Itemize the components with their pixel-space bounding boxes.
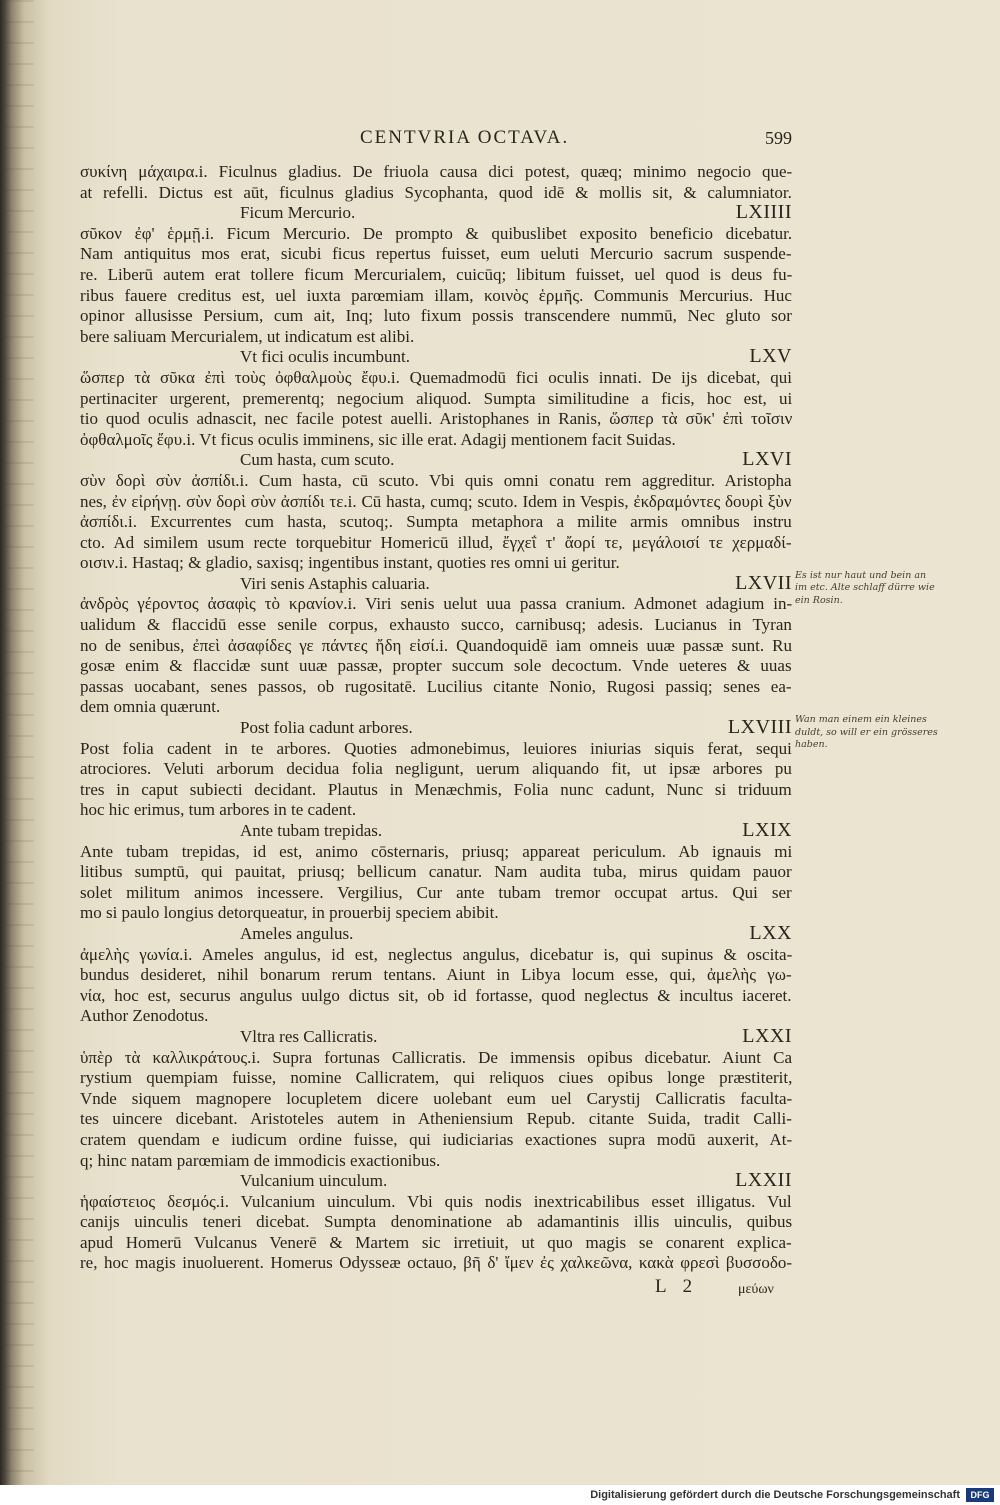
text-line-content: rystium quempiam fuisse, nomine Callicratem, qui reliquos ciues opibus longe præstiterit, bbox=[80, 1068, 793, 1088]
text-line bbox=[80, 677, 792, 698]
text-line-content: ἀνδρὸς γέροντος ἀσαφὶς τὸ κρανίον.i. Viri senis uelut uua passa cranium. Admonet adagium in- bbox=[80, 594, 793, 614]
text-line bbox=[80, 697, 792, 718]
text-line bbox=[80, 862, 792, 883]
handwritten-margin-note: Es ist nur haut und bein an im etc. Alte schlaff dürre wie ein Rosin. bbox=[795, 569, 935, 606]
adage-title: Viri senis Astaphis caluaria. bbox=[240, 573, 430, 593]
adage-title: Cum hasta, cum scuto. bbox=[240, 450, 395, 470]
text-line bbox=[80, 512, 792, 533]
running-title: CENTVRIA OCTAVA. bbox=[360, 127, 570, 148]
dfg-logo: DFG bbox=[966, 1488, 994, 1502]
text-line-content: νία, hoc est, securus angulus uulgo dictus sit, ob id fortasse, quod neglectus & incultus iaceret. bbox=[80, 985, 792, 1005]
adage-title-row bbox=[80, 821, 792, 842]
text-line bbox=[80, 368, 792, 389]
text-line bbox=[80, 1253, 792, 1274]
handwritten-margin-note: Wan man einem ein kleines duldt, so will er ein grösseres haben. bbox=[795, 714, 938, 751]
text-line bbox=[80, 986, 792, 1007]
adage-title-row bbox=[80, 450, 792, 471]
page-number: 599 bbox=[765, 128, 792, 148]
text-line bbox=[80, 492, 792, 513]
text-line-content: Ante tubam trepidas, id est, animo cōsternaris, priusq; appareat periculum. Ab ignauis mi bbox=[80, 841, 793, 861]
adage-title-row bbox=[80, 1024, 792, 1048]
text-line-content: ribus fauere creditus est, uel iuxta parœmiam illam, κοινὸς ἑρμῆς. Communis Mercurius. Huc bbox=[80, 285, 792, 305]
text-line-content: cratem quendam e iudicum ordine fuisse, qui iudiciarias exactiones supra modū auxerit, At- bbox=[80, 1129, 793, 1149]
text-line bbox=[80, 1212, 792, 1233]
adage-title: Vltra res Callicratis. bbox=[240, 1026, 378, 1046]
running-header bbox=[80, 124, 792, 152]
text-line-content: mo si paulo longius detorqueatur, in prouerbij speciem abibit. bbox=[80, 903, 499, 923]
text-line-content: Nam antiquitus mos erat, sicubi ficus repertus fuisset, eum ueluti Mercurio sacrum suspende- bbox=[80, 244, 792, 264]
adage-numeral: LXVIII bbox=[727, 716, 792, 739]
text-line-content: hoc hic erimus, tum arbores in te cadent. bbox=[80, 800, 357, 820]
text-line bbox=[80, 842, 792, 863]
text-line bbox=[80, 553, 792, 574]
text-line bbox=[80, 945, 792, 966]
text-line-content: dem omnia quærunt. bbox=[80, 697, 221, 717]
signature-mark: L 2 bbox=[655, 1276, 699, 1297]
text-line bbox=[80, 244, 792, 265]
text-line-content: solet militum animos incessere. Vergilius, Cur ante tubam tremor occupat artus. Qui ser bbox=[80, 882, 792, 902]
text-line-content: apud Homerū Vulcanus Venerē & Martem sic irretiuit, ut quo magis se conarent explica- bbox=[80, 1232, 792, 1252]
text-line-content: opinor allusisse Persium, cum ait, Inq; luto fixum possis transcendere nummū, Nec gluto sor bbox=[80, 306, 792, 326]
text-line-content: ἡφαίστειος δεσμός.i. Vulcanium uinculum. Vbi quis nodis inextricabilibus esset illigatus. Vul bbox=[80, 1191, 792, 1211]
text-line bbox=[80, 1048, 792, 1069]
text-line bbox=[80, 780, 792, 801]
text-line-content: re, hoc magis inuoluerent. Homerus Odysseæ octauo, βῆ δ' ἴμεν ἐς χαλκεῶνα, κακὰ φρεσὶ βυσσοδο- bbox=[80, 1253, 792, 1273]
text-line-content: re. Liberū autem erat tollere ficum Mercurialem, cuicūq; libitum fuisset, uel quod is deus fu- bbox=[80, 264, 793, 284]
binding-edge bbox=[0, 0, 34, 1505]
adage-title: Post folia cadunt arbores. bbox=[240, 718, 413, 738]
text-line-content: οισιν.i. Hastaq; & gladio, saxisq; ingentibus instant, quoties res omni ui geritur. bbox=[80, 553, 620, 573]
text-line-content: gosæ enim & flaccidæ sunt uuæ passæ, propter succum sole decoctum. Vnde ueteres & uuas bbox=[80, 656, 792, 676]
adage-title-row bbox=[80, 921, 792, 945]
text-line-content: at refelli. Dictus est aūt, ficulnus gladius Sycophanta, quod idē & mollis sit, & calumniator. bbox=[80, 182, 792, 202]
text-column bbox=[80, 162, 938, 1274]
text-line bbox=[80, 594, 792, 615]
text-line-content: litibus sumptū, qui pauitat, priusq; bellicum canatur. Nam audita tuba, mirus quidam pauor bbox=[80, 862, 792, 882]
text-line bbox=[80, 533, 792, 554]
text-line-content: Post folia cadent in te arbores. Quoties admonebimus, leuiores iniurias siquis ferat, sequi bbox=[80, 738, 792, 758]
text-line bbox=[80, 800, 792, 821]
text-line bbox=[80, 903, 792, 924]
text-line bbox=[80, 1130, 792, 1151]
text-line-content: σῦκον ἐφ' ἑρμῇ.i. Ficum Mercurio. De prompto & quibuslibet exposito beneficio dicebatur. bbox=[80, 223, 793, 243]
text-line bbox=[80, 224, 792, 245]
text-line bbox=[80, 1006, 792, 1027]
text-line bbox=[80, 759, 792, 780]
digitization-footer bbox=[0, 1485, 1000, 1505]
adage-numeral: LXIIII bbox=[735, 201, 792, 224]
text-line-content: pertinaciter urgerent, premerentq; negocium aliquod. Sumpta similitudine a ficis, hoc est, ui bbox=[80, 388, 793, 408]
text-line-content: no de senibus, ἐπεὶ ἀσαφίδες γε πάντες ἤδη εἰσί.i. Quandoquidē iam omneis uuæ passæ sunt. Ru bbox=[80, 635, 792, 655]
text-line bbox=[80, 636, 792, 657]
text-line bbox=[80, 183, 792, 204]
adage-title-row bbox=[80, 347, 792, 368]
adage-numeral: LXV bbox=[749, 345, 792, 368]
text-line-content: Author Zenodotus. bbox=[80, 1006, 209, 1026]
adage-numeral: LXVII bbox=[735, 571, 792, 594]
text-line bbox=[80, 306, 792, 327]
text-line-content: canijs uinculis teneri dicebat. Sumpta denominatione ab adamantinis illis uinculis, quibus bbox=[80, 1212, 793, 1232]
text-line-content: q; hinc natam parœmiam de immodicis exactionibus. bbox=[80, 1150, 441, 1170]
text-line bbox=[80, 389, 792, 410]
text-line bbox=[80, 1233, 792, 1254]
text-line bbox=[80, 656, 792, 677]
adage-numeral: LXXI bbox=[742, 1024, 792, 1047]
adage-numeral: LXIX bbox=[742, 819, 792, 841]
text-line-content: ualidum & flaccidū esse senile corpus, exhausto succo, carnibusq; adesis. Lucianus in Tyran bbox=[80, 615, 792, 635]
text-line-content: nes, ἐν εἰρήνῃ. σὺν δορὶ σὺν ἀσπίδι τε.i. Cū hasta, cumq; scuto. Idem in Vespis, ἐκδραμόντες δουρὶ ξὺν bbox=[80, 491, 792, 511]
text-line-content: passas uocabant, senes passos, ob rugositatē. Lucilius citante Nonio, Rugosi passiq; senes ea- bbox=[80, 676, 792, 696]
text-line-content: συκίνη μάχαιρα.i. Ficulnus gladius. De friuola causa dici potest, quæq; minimo negocio que- bbox=[80, 162, 793, 181]
adage-numeral: LXVI bbox=[742, 448, 792, 471]
adage-title-row bbox=[80, 203, 792, 224]
footer-credit-text: Digitalisierung gefördert durch die Deutsche Forschungsgemeinschaft bbox=[590, 1489, 960, 1501]
text-line-content: σὺν δορὶ σὺν ἀσπίδι.i. Cum hasta, cū scuto. Vbi quis omni conatu rem aggreditur. Aristopha bbox=[80, 470, 792, 490]
text-line-content: ὥσπερ τὰ σῦκα ἐπὶ τοὺς ὀφθαλμοὺς ἔφυ.i. Quemadmodū fici oculis innati. De ijs dicebat, qui bbox=[80, 367, 792, 387]
text-line-content: ἀμελὴς γωνία.i. Ameles angulus, id est, neglectus angulus, dicebatur is, qui supinus & oscita- bbox=[80, 944, 793, 964]
text-line-content: cto. Ad similem usum recte torquebitur Homericū illud, ἔγχεΐ τ' ἄορί τε, μεγάλοισί τε χερμαδί- bbox=[80, 532, 792, 552]
text-line-content: ὑπὲρ τὰ καλλικράτους.i. Supra fortunas Callicratis. De immensis opibus dicebatur. Aiunt Ca bbox=[80, 1047, 792, 1067]
text-line bbox=[80, 1068, 792, 1089]
text-line-content: tes uincere dicebant. Aristoteles autem in Atheniensium Repub. citante Suida, tradit Calli- bbox=[80, 1109, 792, 1129]
text-line bbox=[80, 471, 792, 492]
adage-title: Vt fici oculis incumbunt. bbox=[240, 347, 410, 367]
text-line bbox=[80, 430, 792, 451]
text-line bbox=[80, 1192, 792, 1213]
text-line bbox=[80, 265, 792, 286]
text-line bbox=[80, 327, 792, 348]
text-line-content: atrociores. Veluti arborum decidua folia negligunt, uerum aliquando fit, ut ipsæ arbores pu bbox=[80, 759, 792, 779]
text-line bbox=[80, 739, 792, 760]
text-line bbox=[80, 1089, 792, 1110]
text-line bbox=[80, 1109, 792, 1130]
adage-numeral: LXXII bbox=[735, 1169, 792, 1192]
text-line bbox=[80, 615, 792, 636]
adage-title-row bbox=[80, 1171, 792, 1192]
text-line-content: tres in caput subiecti decidant. Plautus in Menæchmis, Folia nunc cadunt, Nunc si triduum bbox=[80, 779, 792, 799]
text-line-content: tio quod oculis adnascit, nec facile potest auelli. Aristophanes in Ranis, ὥσπερ τὰ σῦκ' ἐπὶ τοῖσιν bbox=[80, 409, 793, 429]
adage-title: Ficum Mercurio. bbox=[240, 203, 356, 223]
text-line-content: bundus desideret, nihil bonarum rerum tentans. Aiunt in Libya locum esse, qui, ἀμελὴς γω- bbox=[80, 965, 792, 985]
text-line-content: bere saliuam Mercurialem, ut indicatum est alibi. bbox=[80, 326, 415, 346]
text-line bbox=[80, 883, 792, 904]
adage-numeral: LXX bbox=[749, 921, 792, 944]
text-line bbox=[80, 162, 792, 183]
text-line bbox=[80, 286, 792, 307]
adage-title: Ameles angulus. bbox=[240, 923, 354, 943]
text-line bbox=[80, 965, 792, 986]
adage-title: Vulcanium uinculum. bbox=[240, 1171, 388, 1191]
text-line bbox=[80, 409, 792, 430]
text-line-content: Vnde siquem magnopere locupletem dicere uolebant eum uel Carystij Callicratis faculta- bbox=[80, 1088, 793, 1108]
adage-title: Ante tubam trepidas. bbox=[240, 821, 383, 840]
text-line-content: ἀσπίδι.i. Excurrentes cum hasta, scutoq;. Sumpta metaphora a milite armis omnibus instru bbox=[80, 512, 792, 532]
text-line bbox=[80, 1151, 792, 1172]
text-line-content: ὀφθαλμοῖς ἔφυ.i. Vt ficus oculis imminens, sic ille erat. Adagij mentionem facit Suidas. bbox=[80, 429, 676, 449]
catchword: μεύων bbox=[738, 1282, 774, 1297]
